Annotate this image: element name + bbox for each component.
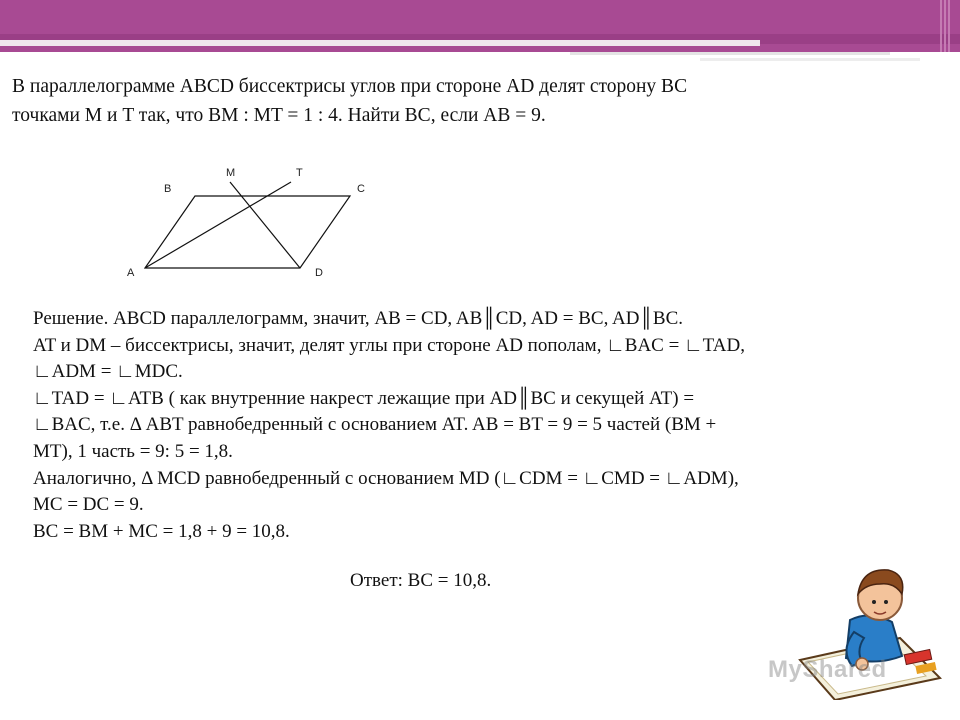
watermark: MyShared [768, 656, 887, 683]
header-decoration [940, 0, 952, 52]
answer: Ответ: BC = 10,8. [350, 570, 492, 591]
solution-block [33, 306, 933, 545]
problem-line-1: В параллелограмме ABCD биссектрисы углов при стороне AD делят сторону BC [12, 76, 688, 97]
parallelogram-abcd [145, 196, 350, 268]
solution-line: Решение. ABCD параллелограмм, значит, AB = CD, AB║CD, AD = BC, AD║BC. [33, 308, 684, 329]
label-t: T [296, 167, 303, 179]
solution-line: Аналогично, Δ MCD равнобедренный с основанием MD (∟CDM = ∟CMD = ∟ADM), [33, 467, 739, 489]
solution-line: MT), 1 часть = 9: 5 = 1,8. [33, 440, 233, 462]
solution-line: MC = DC = 9. [33, 494, 144, 516]
solution-line: ∟TAD = ∟ATB ( как внутренние накрест лежащие при AD║BC и секущей AT) = [33, 387, 695, 409]
solution-line: ∟ADM = ∟MDC. [33, 361, 183, 383]
bisector-at [145, 182, 291, 268]
label-c: C [357, 183, 365, 195]
bisector-dm [230, 182, 300, 268]
decor-line [700, 58, 920, 61]
label-a: A [127, 267, 135, 279]
problem-statement [12, 72, 932, 130]
label-d: D [315, 267, 323, 279]
decor-line [570, 52, 890, 55]
solution-line: AT и DM – биссектрисы, значит, делят углы при стороне AD пополам, ∟BAC = ∟TAD, [33, 334, 745, 356]
problem-line-2: точками M и T так, что BM : MT = 1 : 4. Найти BC, если AB = 9. [12, 105, 546, 126]
decor-line [0, 40, 760, 46]
label-b: B [164, 183, 172, 195]
solution-line: BC = BM + MC = 1,8 + 9 = 10,8. [33, 520, 290, 542]
solution-line: ∟BAC, т.е. Δ ABT равнобедренный с основанием AT. AB = BT = 9 = 5 частей (BM + [33, 414, 717, 436]
label-m: M [226, 167, 236, 179]
